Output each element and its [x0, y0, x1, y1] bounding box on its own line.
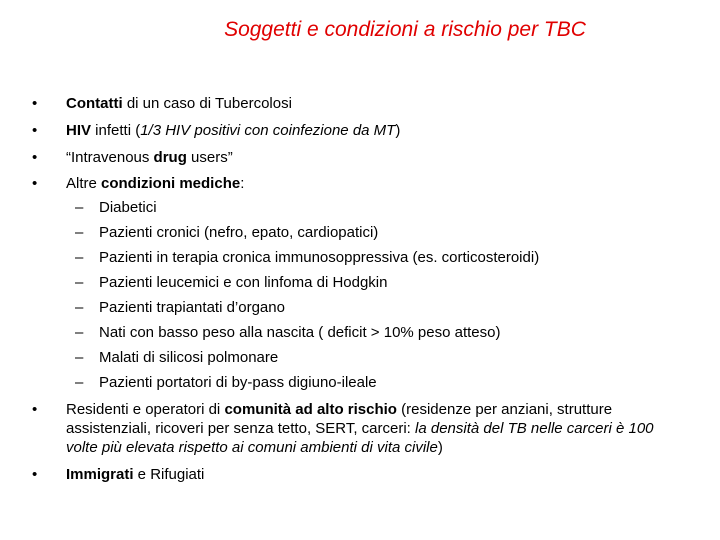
item-end: ): [395, 122, 401, 139]
item-bold: Contatti: [66, 95, 123, 112]
dash: –: [75, 299, 84, 316]
item-pre: Residenti e operatori di: [66, 401, 225, 418]
dash: –: [75, 374, 84, 391]
bullet: •: [32, 175, 38, 192]
sub-item-text: Pazienti portatori di by-pass digiuno-ileale: [99, 374, 377, 391]
dash: –: [75, 274, 84, 291]
sub-item-text: Nati con basso peso alla nascita ( deficit > 10% peso atteso): [99, 324, 501, 341]
item-bold: condizioni mediche: [101, 175, 241, 192]
item-pre: “Intravenous: [66, 149, 154, 166]
item-bold: HIV: [66, 122, 92, 139]
item-bold: Immigrati: [66, 466, 134, 483]
item-bold: comunità ad alto rischio: [224, 401, 397, 418]
bullet: •: [32, 466, 38, 483]
bullet: •: [32, 122, 38, 139]
item-italic: 1/3 HIV positivi con coinfezione da MT: [140, 122, 396, 139]
sub-item-text: Malati di silicosi polmonare: [99, 349, 279, 366]
item-rest: :: [240, 175, 245, 192]
bullet: •: [32, 95, 38, 112]
sub-item-text: Pazienti in terapia cronica immunosoppressiva (es. corticosteroidi): [99, 249, 540, 266]
slide-title: Soggetti e condizioni a rischio per TBC: [224, 18, 586, 41]
bullet: •: [32, 401, 38, 418]
dash: –: [75, 224, 84, 241]
sub-item-text: Pazienti trapiantati d’organo: [99, 299, 285, 316]
dash: –: [75, 349, 84, 366]
item-bold: drug: [153, 149, 187, 166]
item-rest: infetti (: [91, 122, 141, 139]
bullet: •: [32, 149, 38, 166]
item-rest: users”: [186, 149, 233, 166]
dash: –: [75, 324, 84, 341]
item-rest: (residenze per anziani, strutture assistenziali, ricoveri per senza tetto, SERT, carceri:: [66, 401, 613, 437]
sub-item-text: Pazienti leucemici e con linfoma di Hodgkin: [99, 274, 388, 291]
item-pre: Altre: [66, 175, 102, 192]
item-rest: di un caso di Tubercolosi: [122, 95, 292, 112]
dash: –: [75, 199, 84, 216]
dash: –: [75, 249, 84, 266]
sub-item-text: Pazienti cronici (nefro, epato, cardiopatici): [99, 224, 379, 241]
item-end: ): [437, 439, 443, 456]
item-rest: e Rifugiati: [133, 466, 205, 483]
sub-item-text: Diabetici: [99, 199, 157, 216]
item-italic: la densità del TB nelle carceri è 100 volte più elevata rispetto ai comuni ambienti di vita civile: [66, 420, 654, 456]
